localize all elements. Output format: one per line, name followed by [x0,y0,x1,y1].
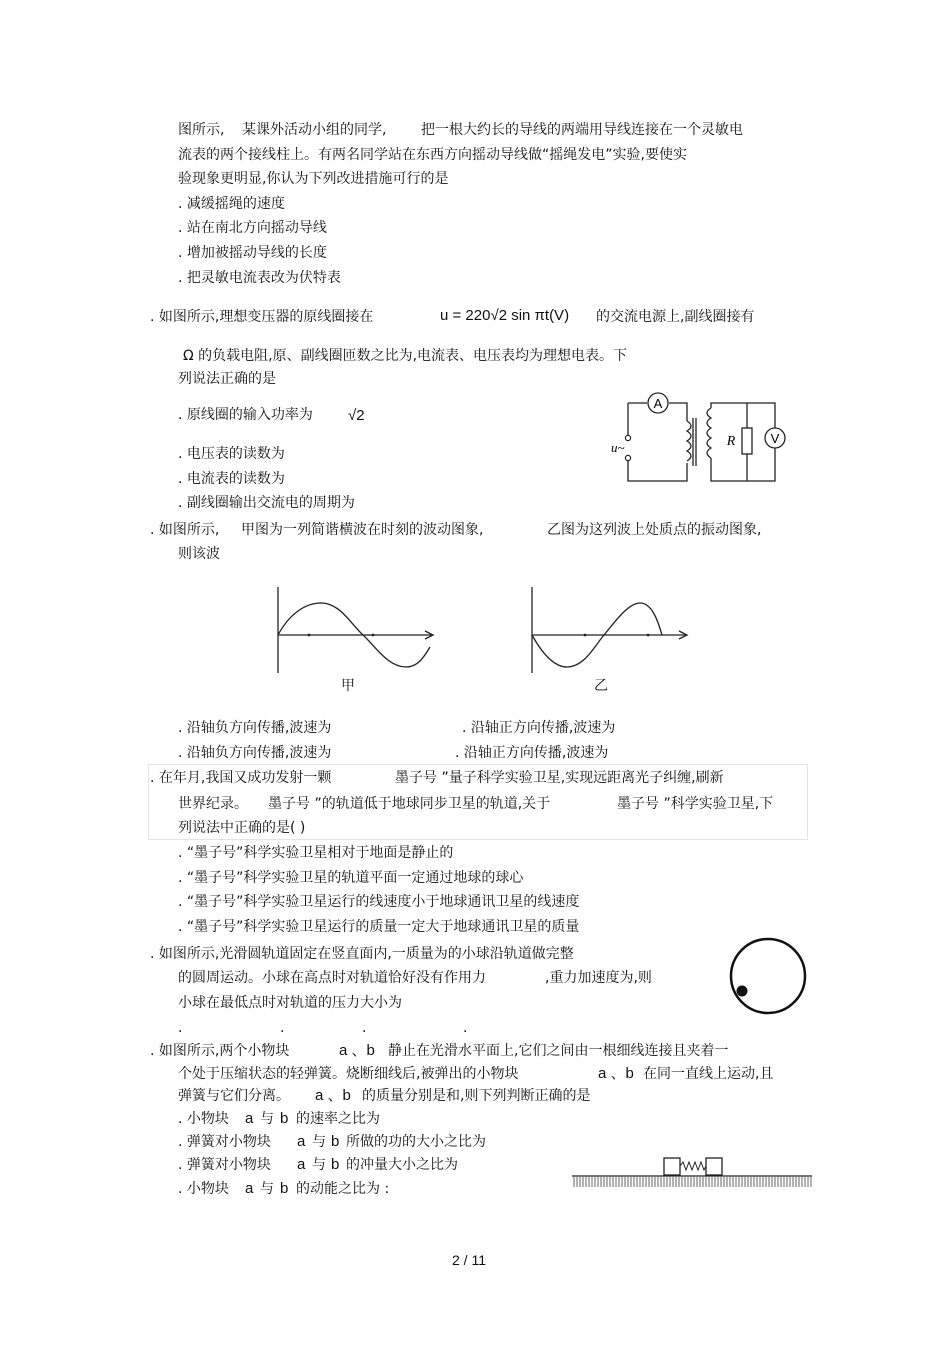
q3-stem-line1c: 乙图为这列波上处质点的振动图象, [547,522,762,538]
q6-option-var: a [297,1133,306,1150]
q6-option-text: 的冲量大小之比为 [346,1157,458,1173]
q2-stem-line3: 列说法正确的是 [178,371,276,387]
q6-option-text: 与 [312,1157,326,1173]
circular-track [731,939,805,1013]
page-number: 2 / 11 [452,1252,486,1268]
q4-stem-line2a: 世界纪录。 [178,796,248,812]
q2-option: . 电压表的读数为 [178,446,285,462]
q6-option-text: . 弹簧对小物块 [178,1157,271,1173]
q4-stem-line1b: 墨子号 ”量子科学实验卫星,实现远距离光子纠缠,刷新 [395,770,724,786]
q6-stem-line1a: . 如图所示,两个小物块 [150,1043,290,1059]
q6-stem-ab: a 、b [315,1087,351,1104]
q3-option: . 沿轴负方向传播,波速为 [178,745,332,761]
q1-option: . 增加被摇动导线的长度 [178,245,327,261]
q2-option: . 电流表的读数为 [178,471,285,487]
q4-option: . “墨子号”科学实验卫星相对于地面是静止的 [178,845,454,861]
q2-stem-line1b: 的交流电源上,副线圈接有 [596,309,755,325]
ammeter-label: A [653,396,663,411]
spring-blocks-figure [570,1155,814,1191]
q6-stem-line1c: 静止在光滑水平面上,它们之间由一根细线连接且夹着一 [388,1043,729,1059]
q2-option: . 副线圈输出交流电的周期为 [178,495,355,511]
ball [737,986,748,997]
q1-stem-line3: 验现象更明显,你认为下列改进措施可行的是 [178,171,449,187]
q6-option-var: b [331,1133,340,1150]
q5-stem-line1: . 如图所示,光滑圆轨道固定在竖直面内,一质量为的小球沿轨道做完整 [150,946,574,962]
voltmeter-label: V [770,431,780,446]
q6-option-text: 与 [312,1134,326,1150]
spring [680,1162,706,1170]
q6-option-text: 的动能之比为 : [296,1181,390,1197]
q6-stem-line3c: 的质量分别是和,则下列判断正确的是 [362,1088,591,1104]
q2-formula: u = 220√2 sin πt(V) [440,307,570,324]
wave-graph-jia [268,585,438,677]
q2-option-a: . 原线圈的输入功率为 [178,407,313,423]
q1-stem-line1a: 图所示, [178,122,225,138]
q6-option-var: b [331,1156,340,1173]
q3-stem-line2: 则该波 [178,546,220,562]
source-label: u~ [611,440,625,455]
q3-stem-line1b: 甲图为一列简谐横波在时刻的波动图象, [241,522,484,538]
q6-option-text: 与 [260,1181,274,1197]
q6-option-text: 所做的功的大小之比为 [346,1134,486,1150]
q5-stem-line3: 小球在最低点时对轨道的压力大小为 [178,995,402,1011]
q4-stem-line2c: 墨子号 ”科学实验卫星,下 [617,796,774,812]
q6-stem-line2a: 个处于压缩状态的轻弹簧。烧断细线后,被弹出的小物块 [178,1066,519,1082]
q6-stem-ab: a 、b [598,1065,634,1082]
wave-graph-yi-label: 乙 [594,678,608,694]
block-b [706,1158,722,1175]
ground [572,1177,812,1187]
q2-option-a-value: √2 [348,407,365,424]
q4-stem-line2b: 墨子号 ”的轨道低于地球同步卫星的轨道,关于 [268,796,551,812]
wave-graph-yi [522,585,692,677]
q1-stem-line2: 流表的两个接线柱上。有两名同学站在东西方向摇动导线做“摇绳发电”实验,要使实 [178,147,687,163]
q1-option: . 减缓摇绳的速度 [178,196,285,212]
q6-stem-line3a: 弹簧与它们分离。 [178,1088,290,1104]
block-a [664,1158,680,1175]
source-terminal [625,435,630,440]
resistor-label: R [726,434,736,449]
q5-option: . [362,1020,367,1036]
q5-stem-line2b: ,重力加速度为,则 [545,970,652,986]
q4-stem-line3: 列说法中正确的是( ) [178,820,306,836]
q2-stem-line2: Ω 的负载电阻,原、副线圈匝数之比为,电流表、电压表均为理想电表。下 [183,348,628,364]
q6-option-var: a [245,1110,254,1127]
q6-option-var: a [245,1180,254,1197]
q4-option: . “墨子号”科学实验卫星运行的质量一定大于地球通讯卫星的质量 [178,919,580,935]
wave-graph-jia-label: 甲 [341,678,355,694]
q6-option-text: . 小物块 [178,1111,229,1127]
circular-track-figure [728,936,808,1016]
q3-option: . 沿轴正方向传播,波速为 [462,720,616,736]
q1-option: . 把灵敏电流表改为伏特表 [178,270,341,286]
q6-stem-ab: a 、b [339,1042,375,1059]
q1-stem-line1b: 某课外活动小组的同学, [242,122,387,138]
q6-stem-line2c: 在同一直线上运动,且 [643,1066,774,1082]
q6-option-var: b [280,1180,289,1197]
q3-stem-line1a: . 如图所示, [150,522,220,538]
q1-stem-line1c: 把一根大约长的导线的两端用导线连接在一个灵敏电 [421,122,743,138]
q2-stem-line1a: . 如图所示,理想变压器的原线圈接在 [150,309,374,325]
q3-option: . 沿轴负方向传播,波速为 [178,720,332,736]
q4-option: . “墨子号”科学实验卫星运行的线速度小于地球通讯卫星的线速度 [178,894,580,910]
q4-stem-line1a: . 在年月,我国又成功发射一颗 [150,770,332,786]
q6-option-var: b [280,1110,289,1127]
q4-option: . “墨子号”科学实验卫星的轨道平面一定通过地球的球心 [178,870,524,886]
source-terminal [625,455,630,460]
q6-option-text: . 弹簧对小物块 [178,1134,271,1150]
transformer-circuit-figure [605,388,795,488]
q5-stem-line2a: 的圆周运动。小球在高点时对轨道恰好没有作用力 [178,970,486,986]
q5-option: . [178,1020,183,1036]
q5-option: . [280,1020,285,1036]
q6-option-text: 与 [260,1111,274,1127]
q6-option-text: . 小物块 [178,1181,229,1197]
q6-option-var: a [297,1156,306,1173]
q1-option: . 站在南北方向摇动导线 [178,220,327,236]
q5-option: . [463,1020,468,1036]
q6-option-text: 的速率之比为 [296,1111,380,1127]
q3-option: . 沿轴正方向传播,波速为 [455,745,609,761]
